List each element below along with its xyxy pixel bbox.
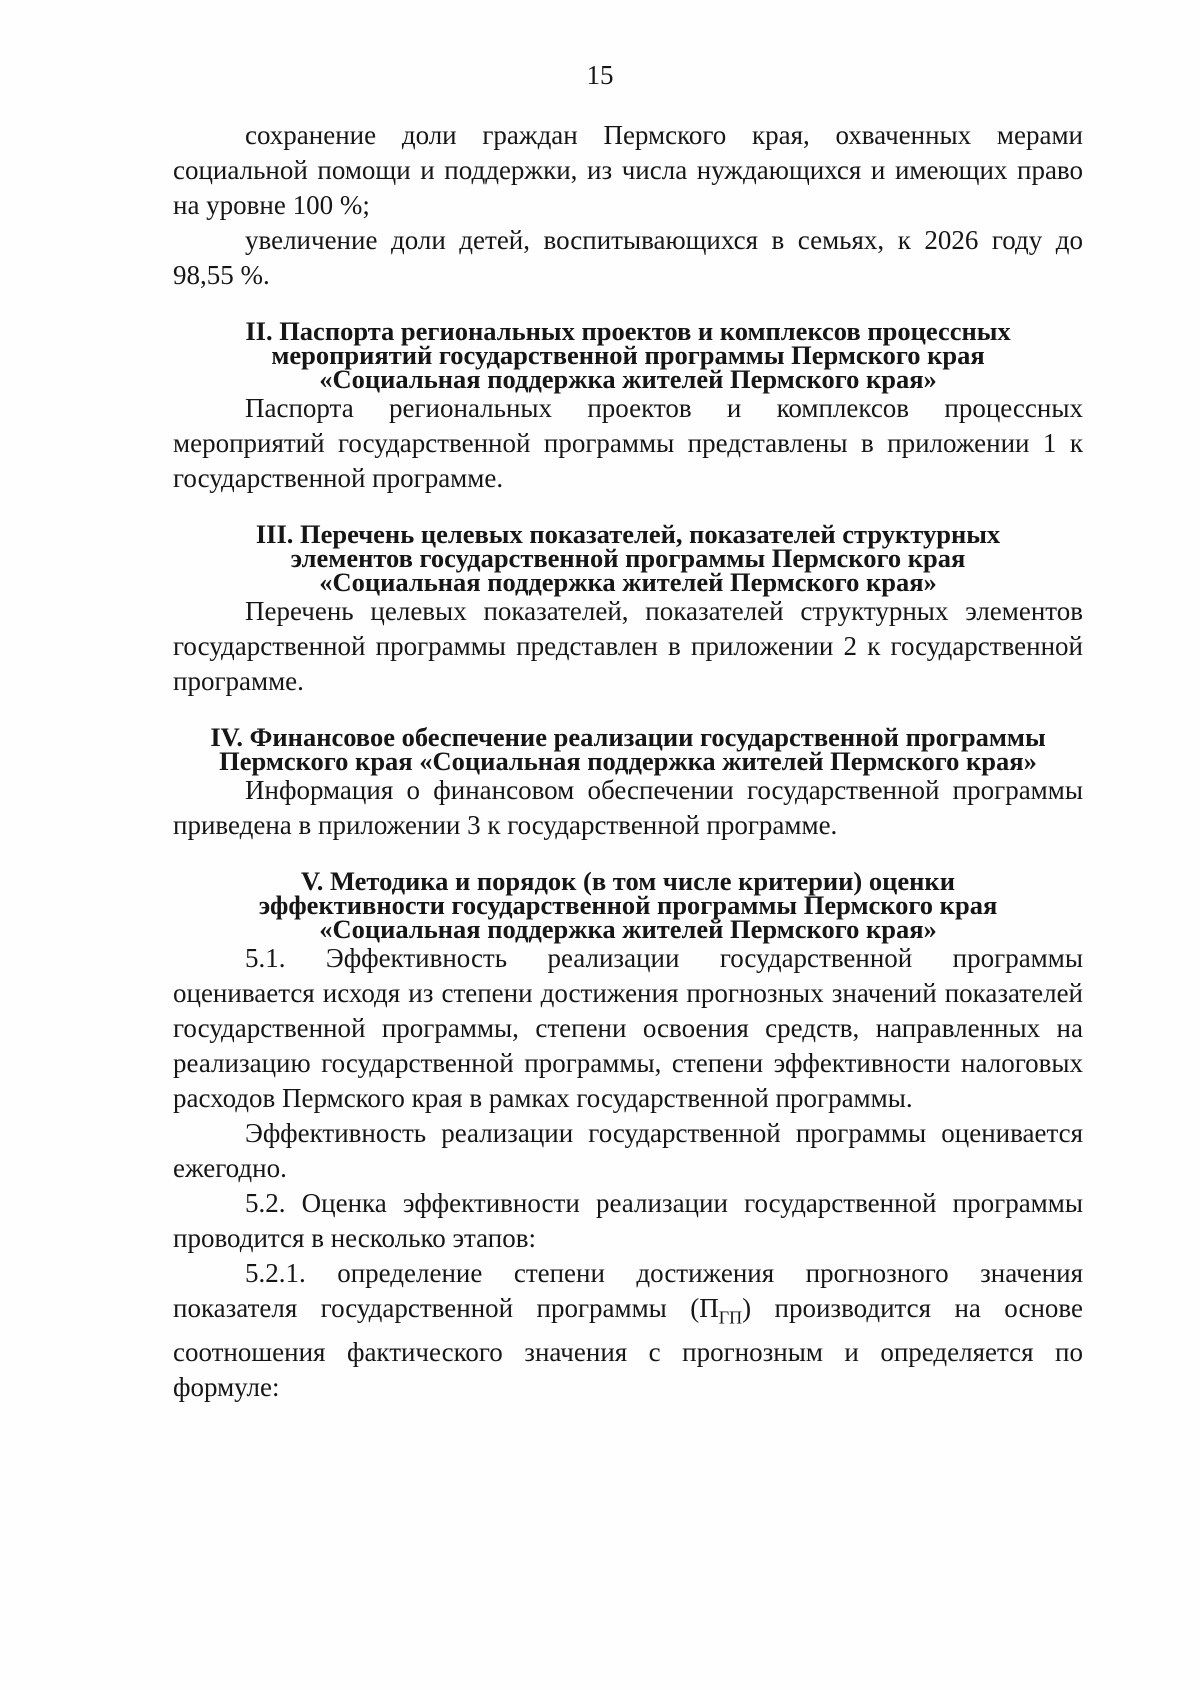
- section-heading-ii: [173, 316, 1083, 394]
- heading-line: III. Перечень целевых показателей, показателей структурных: [255, 519, 1001, 549]
- heading-line: мероприятий государственной программы Пермского края: [271, 340, 985, 370]
- heading-line: V. Методика и порядок (в том числе критерии) оценки: [301, 866, 955, 896]
- heading-line: «Социальная поддержка жителей Пермского края»: [319, 914, 937, 944]
- paragraph-5-2-1-text-after: ) производится на основе соотношения фактического значения с прогнозным и определяется по формуле:: [173, 1293, 1083, 1403]
- paragraph-5-2-1-text-before: 5.2.1. определение степени достижения прогнозного значения показателя государственной программы (: [173, 1258, 1083, 1323]
- paragraph-5-2: 5.2. Оценка эффективности реализации государственной программы проводится в несколько этапов:: [173, 1188, 1083, 1253]
- heading-line: «Социальная поддержка жителей Пермского края»: [319, 364, 937, 394]
- paragraph-passports: Паспорта региональных проектов и комплексов процессных мероприятий государственной программы представлены в приложении 1 к государственной программе.: [173, 393, 1083, 493]
- heading-line: II. Паспорта региональных проектов и комплексов процессных: [245, 316, 1011, 346]
- section-heading-v: [173, 866, 1083, 944]
- section-heading-iii: [173, 519, 1083, 597]
- heading-line: «Социальная поддержка жителей Пермского края»: [319, 567, 937, 597]
- paragraph-5-1: 5.1. Эффективность реализации государственной программы оценивается исходя из степени достижения прогнозных значений показателей государственной программы, степени освоения средств, направленных на реализацию государственной программы, степени эффективности налоговых расходов Пермского края в рамках государственной программы.: [173, 943, 1083, 1113]
- section-heading-iv: [173, 722, 1083, 776]
- heading-line: эффективности государственной программы Пермского края: [258, 890, 998, 920]
- paragraph-share-of-children: увеличение доли детей, воспитывающихся в семьях, к 2026 году до 98,55 %.: [173, 225, 1083, 290]
- heading-line: элементов государственной программы Пермского края: [290, 543, 966, 573]
- page-number: 15: [586, 60, 614, 90]
- paragraph-financing: Информация о финансовом обеспечении государственной программы приведена в приложении 3 к государственной программе.: [173, 775, 1083, 840]
- paragraph-share-of-citizens: сохранение доли граждан Пермского края, охваченных мерами социальной помощи и поддержки, из числа нуждающихся и имеющих право на уровне 100 %;: [173, 120, 1083, 220]
- heading-line: IV. Финансовое обеспечение реализации государственной программы: [210, 722, 1046, 752]
- formula-symbol: П: [699, 1293, 719, 1323]
- paragraph-5-2-1: [173, 1256, 1083, 1405]
- paragraph-annual-evaluation: Эффективность реализации государственной программы оценивается ежегодно.: [173, 1118, 1083, 1183]
- document-body: [173, 118, 1083, 1405]
- paragraph-indicators-list: Перечень целевых показателей, показателей структурных элементов государственной программы представлен в приложении 2 к государственной программе.: [173, 596, 1083, 696]
- heading-line: Пермского края «Социальная поддержка жителей Пермского края»: [219, 746, 1037, 776]
- formula-subscript: ГП: [718, 1307, 743, 1328]
